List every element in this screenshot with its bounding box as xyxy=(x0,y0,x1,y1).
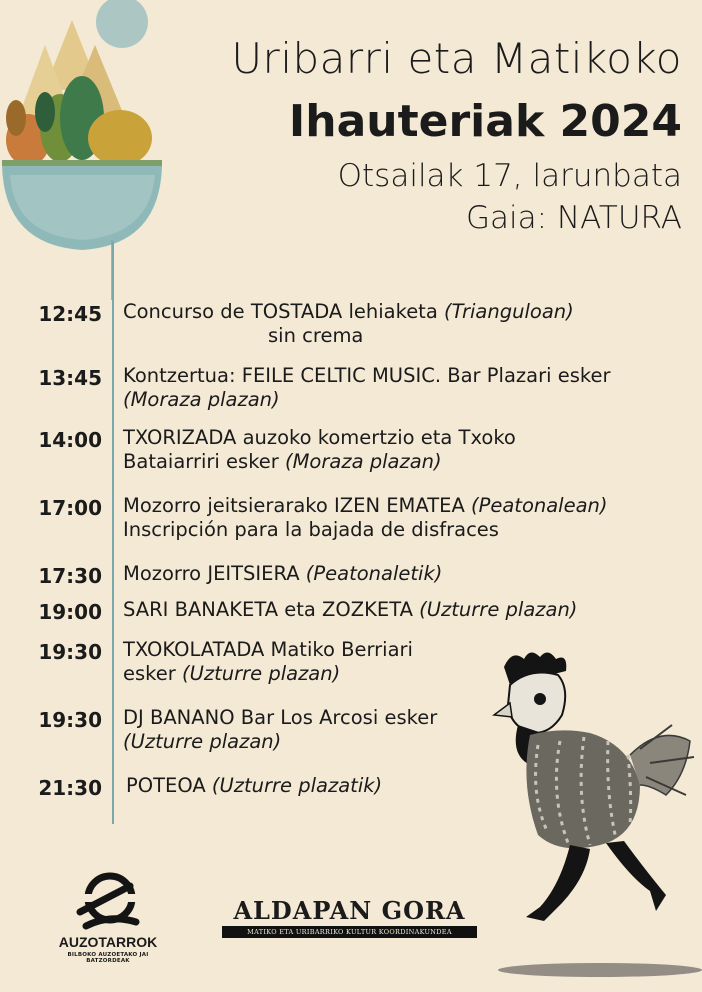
auzotarrok-tagline: BILBOKO AUZOETAKO JAI BATZORDEAK xyxy=(67,952,149,964)
schedule-time: 12:45 xyxy=(38,302,102,326)
schedule-location: (Peatonalean) xyxy=(470,494,608,517)
schedule-text-line2: esker xyxy=(123,662,182,685)
timeline-line xyxy=(112,242,114,824)
schedule-text: SARI BANAKETA eta ZOZKETA xyxy=(123,598,420,621)
schedule-text: Mozorro jeitsierarako IZEN EMATEA xyxy=(123,494,471,517)
schedule-text: Kontzertua: FEILE CELTIC MUSIC. Bar Plazari esker xyxy=(123,364,611,387)
schedule-text-line2: Inscripción para la bajada de disfraces xyxy=(123,518,499,541)
auzotarrok-emblem xyxy=(58,872,158,932)
auzotarrok-logo xyxy=(58,872,158,964)
schedule-time: 21:30 xyxy=(38,776,102,800)
schedule-description xyxy=(123,706,437,754)
schedule-location: (Moraza plazan) xyxy=(285,450,442,473)
schedule-time: 19:30 xyxy=(38,640,102,664)
schedule-time: 13:45 xyxy=(38,366,102,390)
schedule-text: POTEOA xyxy=(126,774,212,797)
schedule-location: (Uzturre plazan) xyxy=(419,598,578,621)
schedule-text: TXORIZADA auzoko komertzio eta Txoko xyxy=(123,426,516,449)
aldapan-gora-logo xyxy=(222,896,477,938)
nature-drop-illustration xyxy=(0,0,200,300)
schedule-description xyxy=(123,300,574,348)
schedule-description xyxy=(123,494,608,542)
schedule-text-line2: Bataiarriri esker xyxy=(123,450,285,473)
schedule-time: 17:30 xyxy=(38,564,102,588)
schedule-location: (Trianguloan) xyxy=(443,300,574,323)
event-theme: Gaia: NATURA xyxy=(465,200,682,236)
schedule-text: DJ BANANO Bar Los Arcosi esker xyxy=(123,706,438,729)
schedule-time: 19:30 xyxy=(38,708,102,732)
aldapan-gora-name: ALDAPAN GORA xyxy=(233,896,466,925)
schedule-time: 19:00 xyxy=(38,600,102,624)
schedule-description xyxy=(123,598,577,622)
schedule-time: 14:00 xyxy=(38,428,102,452)
schedule-location: (Uzturre plazan) xyxy=(181,662,341,685)
schedule-text-line2: sin crema xyxy=(268,324,364,347)
schedule-location: (Uzturre plazatik) xyxy=(211,774,383,797)
schedule-description xyxy=(123,562,442,586)
schedule-time: 17:00 xyxy=(38,496,102,520)
event-title: Uribarri eta Matikoko xyxy=(231,34,682,83)
schedule-text: Mozorro JEITSIERA xyxy=(123,562,306,585)
event-date: Otsailak 17, larunbata xyxy=(337,158,682,194)
schedule-description xyxy=(123,426,516,474)
schedule-description xyxy=(126,774,382,798)
event-title-year: Ihauteriak 2024 xyxy=(288,96,682,147)
schedule-text: TXOKOLATADA Matiko Berriari xyxy=(123,638,413,661)
auzotarrok-name: AUZOTARROK xyxy=(58,934,158,950)
aldapan-gora-tagline: MATIKO ETA URIBARRIKO KULTUR KOORDINAKUNDEA xyxy=(222,926,477,938)
schedule-text: Concurso de TOSTADA lehiaketa xyxy=(123,300,444,323)
schedule-description xyxy=(123,364,610,412)
schedule-description xyxy=(123,638,413,686)
schedule-location: (Moraza plazan) xyxy=(123,388,280,411)
schedule-location: (Uzturre plazan) xyxy=(123,730,282,753)
schedule-location: (Peatonaletik) xyxy=(305,562,443,585)
rooster-costume-illustration xyxy=(490,645,702,980)
